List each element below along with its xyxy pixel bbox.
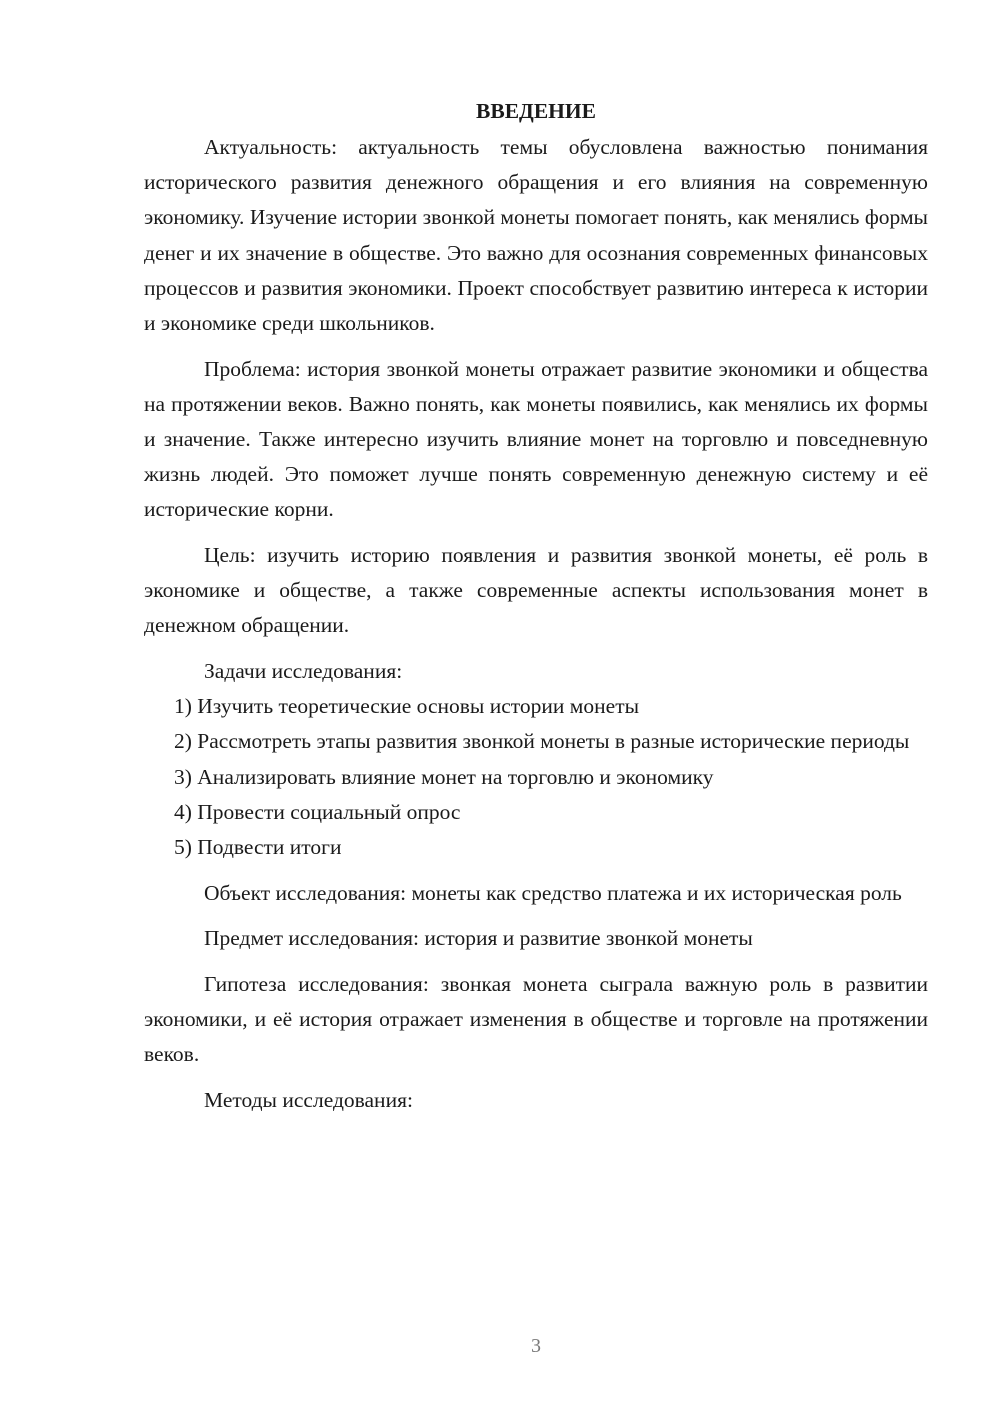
page-content xyxy=(144,92,928,1118)
subject-paragraph: Предмет исследования: история и развитие звонкой монеты xyxy=(204,926,753,951)
tasks-heading: Задачи исследования: xyxy=(204,659,403,684)
relevance-paragraph: Актуальность: актуальность темы обусловлена важностью понимания исторического развития денежного обращения и его влияния на современную экономику. Изучение истории звонкой монеты помогает понять, как менялись формы денег и их значение в обществе. Это важно для осознания современных финансовых процессов и развития экономики. Проект способствует развитию интереса к истории и экономике среди школьников. xyxy=(144,135,928,336)
page-number: 3 xyxy=(531,1335,541,1357)
task-item: 5) Подвести итоги xyxy=(174,835,342,860)
hypothesis-paragraph: Гипотеза исследования: звонкая монета сыграла важную роль в развитии экономики, и её история отражает изменения в обществе и торговле на протяжении веков. xyxy=(144,971,928,1067)
task-item: 4) Провести социальный опрос xyxy=(174,799,461,824)
task-item: 1) Изучить теоретические основы истории монеты xyxy=(174,694,640,719)
task-item: 2) Рассмотреть этапы развития звонкой монеты в разные исторические периоды xyxy=(174,729,910,754)
problem-paragraph: Проблема: история звонкой монеты отражает развитие экономики и общества на протяжении веков. Важно понять, как монеты появились, как менялись их формы и значение. Также интересно изучить влияние монет на торговлю и повседневную жизнь людей. Это поможет лучше понять современную денежную систему и её исторические корни. xyxy=(144,356,928,522)
object-paragraph: Объект исследования: монеты как средство платежа и их историческая роль xyxy=(204,880,902,905)
task-item: 3) Анализировать влияние монет на торговлю и экономику xyxy=(174,764,714,789)
section-title: ВВЕДЕНИЕ xyxy=(476,99,596,123)
goal-paragraph: Цель: изучить историю появления и развития звонкой монеты, её роль в экономике и обществе, а также современные аспекты использования монет в денежном обращении. xyxy=(144,543,928,638)
methods-heading: Методы исследования: xyxy=(204,1087,413,1112)
